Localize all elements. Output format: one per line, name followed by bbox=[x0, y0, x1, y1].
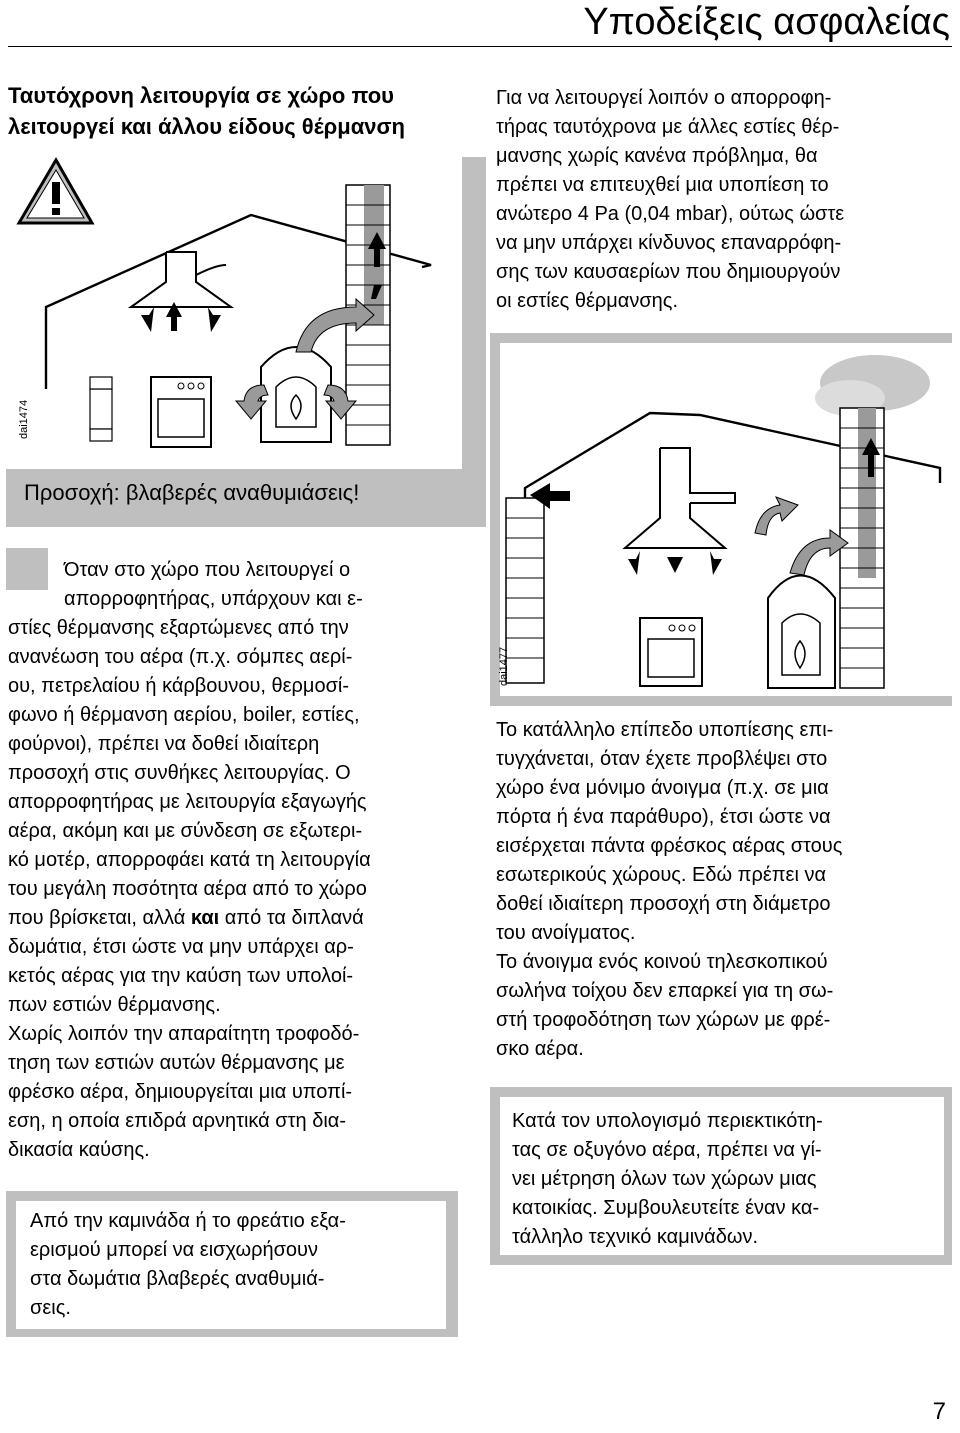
intro-line-4: πρέπει να επιτευχθεί μια υποπίεση το bbox=[496, 174, 829, 196]
para1-line-9: απορροφητήρας με λειτουργία εξαγωγής bbox=[8, 791, 367, 813]
intro-line-7: σης των καυσαερίων που δημιουργούν bbox=[496, 261, 841, 283]
page-title: Υποδείξεις ασφαλείας bbox=[583, 1, 950, 43]
intro-line-2: τήρας ταυτόχρονα με άλλες εστίες θέρ- bbox=[496, 116, 840, 138]
para1-line-3: στίες θέρμανσης εξαρτώμενες από την bbox=[8, 617, 349, 639]
right-line-6: εσωτερικούς χώρους. Εδώ πρέπει να bbox=[496, 864, 827, 886]
para1-line-7: φούρνοι), πρέπει να δοθεί ιδιαίτερη bbox=[8, 733, 320, 755]
left-note-line-4: σεις. bbox=[30, 1297, 71, 1319]
right-note-line-5: τάλληλο τεχνικό καμινάδων. bbox=[512, 1226, 759, 1248]
para2-line-1: Χωρίς λοιπόν την απαραίτητη τροφοδό- bbox=[8, 1023, 360, 1045]
left-note-box bbox=[6, 1191, 458, 1337]
para1-line-10: αέρα, ακόμη και με σύνδεση σε εξωτερι- bbox=[8, 820, 363, 842]
house-ventilation-figure-2 bbox=[500, 343, 952, 696]
para1-line-8: προσοχή στις συνθήκες λειτουργίας. Ο bbox=[8, 762, 351, 784]
para1-line-15: κετός αέρας για την καύση των υπολοί- bbox=[8, 965, 354, 987]
intro-line-1: Για να λειτουργεί λοιπόν ο απορροφη- bbox=[496, 87, 832, 109]
figure-2-panel bbox=[500, 343, 952, 696]
right-line-1: Το κατάλληλο επίπεδο υποπίεσης επι- bbox=[496, 719, 834, 741]
para1-line-13-b: από τα διπλανά bbox=[219, 907, 364, 929]
para1-line-16: πων εστιών θέρμανσης. bbox=[8, 994, 221, 1016]
right-line-12: σκο αέρα. bbox=[496, 1038, 584, 1060]
right-note-line-4: κατοικίας. Συμβουλευτείτε έναν κα- bbox=[512, 1197, 820, 1219]
para1-line-4: ανανέωση του αέρα (π.χ. σόμπες αερί- bbox=[8, 646, 353, 668]
warning-triangle-icon bbox=[19, 160, 92, 223]
house-ventilation-figure-1 bbox=[6, 157, 462, 469]
right-line-4: πόρτα ή ένα παράθυρο), έτσι ώστε να bbox=[496, 806, 831, 828]
para1-line-6: φωνο ή θέρμανση αερίου, boiler, εστίες, bbox=[8, 704, 360, 726]
para1-line-13 bbox=[8, 904, 478, 933]
right-line-2: τυγχάνεται, όταν έχετε προβλέψει στο bbox=[496, 748, 828, 770]
figure-code-1: dai1474 bbox=[18, 399, 30, 439]
section-heading: Ταυτόχρονη λειτουργία σε χώρο που λειτουργεί και άλλου είδους θέρμανση bbox=[8, 83, 405, 139]
para1-line-12: του μεγάλη ποσότητα αέρα από το χώρο bbox=[8, 878, 367, 900]
figure-code-2: dai1477 bbox=[498, 646, 510, 686]
left-note-line-2: ερισμού μπορεί να εισχωρήσουν bbox=[30, 1239, 318, 1261]
right-line-3: χώρο ένα μόνιμο άνοιγμα (π.χ. σε μια bbox=[496, 777, 829, 799]
para2-line-2: τηση των εστιών αυτών θέρμανσης με bbox=[8, 1052, 345, 1074]
intro-line-8: οι εστίες θέρμανσης. bbox=[496, 290, 679, 312]
para1-line-2: απορροφητήρας, υπάρχουν και ε- bbox=[64, 588, 363, 610]
para1-line-5: ου, πετρελαίου ή κάρβουνου, θερμοσί- bbox=[8, 675, 350, 697]
warning-title: Προσοχή: βλαβερές αναθυμιάσεις! bbox=[24, 480, 360, 505]
right-note-line-3: νει μέτρηση όλων των χώρων μιας bbox=[512, 1168, 817, 1190]
intro-line-5: ανώτερο 4 Pa (0,04 mbar), ούτως ώστε bbox=[496, 203, 845, 225]
para2-line-3: φρέσκο αέρα, δημιουργείται μια υποπί- bbox=[8, 1081, 353, 1103]
right-intro bbox=[496, 84, 952, 316]
right-line-9: Το άνοιγμα ενός κοινού τηλεσκοπικού bbox=[496, 951, 828, 973]
right-line-8: του ανοίγματος. bbox=[496, 922, 636, 944]
right-note-box bbox=[490, 1087, 952, 1265]
right-body bbox=[496, 716, 952, 1064]
left-note-inner bbox=[16, 1201, 446, 1329]
intro-line-6: να μην υπάρχει κίνδυνος επαναρρόφη- bbox=[496, 232, 842, 254]
right-note-line-2: τας σε οξυγόνο αέρα, πρέπει να γί- bbox=[512, 1139, 822, 1161]
right-line-10: σωλήνα τοίχου δεν επαρκεί για τη σω- bbox=[496, 980, 834, 1002]
right-line-5: εισέρχεται πάντα φρέσκος αέρας στους bbox=[496, 835, 843, 857]
para1-line-1: Όταν στο χώρο που λειτουργεί ο bbox=[64, 559, 351, 581]
figure-2-frame bbox=[490, 333, 952, 706]
para1-line-11: κό μοτέρ, απορροφάει κατά τη λειτουργία bbox=[8, 849, 371, 871]
para1-line-13-bold: και bbox=[190, 907, 220, 929]
right-line-7: δοθεί ιδιαίτερη προσοχή στη διάμετρο bbox=[496, 893, 831, 915]
left-note-line-3: στα δωμάτια βλαβερές αναθυμιά- bbox=[30, 1268, 325, 1290]
right-line-11: στή τροφοδότηση των χώρων με φρέ- bbox=[496, 1009, 831, 1031]
warning-box bbox=[6, 157, 486, 527]
para2-line-4: εση, η οποία επιδρά αρνητικά στη δια- bbox=[8, 1110, 347, 1132]
figure-1-panel bbox=[6, 157, 462, 469]
header-rule bbox=[8, 46, 952, 47]
para2-line-5: δικασία καύσης. bbox=[8, 1139, 150, 1161]
right-note-inner bbox=[500, 1097, 944, 1255]
right-note-line-1: Κατά τον υπολογισμό περιεκτικότη- bbox=[512, 1110, 823, 1132]
left-note-line-1: Από την καμινάδα ή το φρεάτιο εξα- bbox=[30, 1210, 346, 1232]
page-number: 7 bbox=[932, 1398, 946, 1425]
para1-line-13-a: που βρίσκεται, αλλά bbox=[8, 907, 191, 929]
para1-line-14: δωμάτια, έτσι ώστε να μην υπάρχει αρ- bbox=[8, 936, 354, 958]
intro-line-3: μανσης χωρίς κανένα πρόβλημα, θα bbox=[496, 145, 818, 167]
left-body bbox=[8, 556, 478, 1165]
